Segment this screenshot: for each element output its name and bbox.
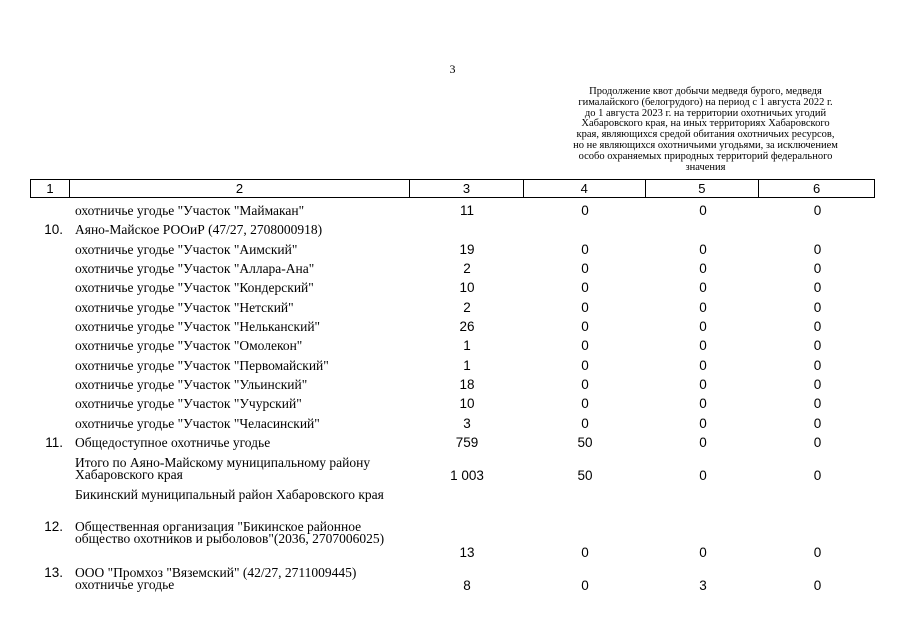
- value-col-4: 0: [581, 578, 589, 593]
- value-col-5: 3: [699, 578, 707, 593]
- value-col-5: 0: [699, 300, 707, 315]
- value-col-5: 0: [699, 435, 707, 450]
- value-col-6: 0: [813, 416, 822, 431]
- value-col-6: 0: [813, 319, 822, 334]
- header-col-1: 1: [31, 180, 70, 197]
- row-number: 10.: [44, 222, 63, 237]
- caption-line: но не являющихся охотничьими угодьями, за исключением: [573, 139, 838, 151]
- row-name: Аяно-Майское РООиР (47/27, 2708000918): [75, 222, 323, 237]
- value-col-6: 0: [813, 358, 822, 373]
- value-col-3: 1: [463, 338, 471, 353]
- row-name: охотничье угодье "Участок "Нетский": [75, 300, 294, 315]
- header-col-4: 4: [524, 180, 646, 197]
- value-col-5: 0: [699, 545, 707, 560]
- value-col-3: 18: [459, 377, 475, 392]
- row-name: охотничье угодье "Участок "Маймакан": [75, 203, 305, 218]
- value-col-5: 0: [699, 242, 707, 257]
- table-header: [30, 179, 875, 198]
- value-col-3: 1 003: [450, 468, 484, 483]
- value-col-5: 0: [699, 396, 707, 411]
- row-name: охотничье угодье "Участок "Первомайский": [75, 358, 329, 373]
- value-col-3: 10: [459, 280, 475, 295]
- value-col-4: 0: [581, 338, 589, 353]
- value-col-6: 0: [813, 396, 822, 411]
- value-col-3: 10: [459, 396, 475, 411]
- caption-line: Хабаровского края, на иных территориях Хабаровского: [581, 118, 830, 130]
- row-number: 11.: [45, 435, 63, 450]
- value-col-3: 759: [455, 435, 479, 450]
- caption-line: до 1 августа 2023 г. на территории охотничьих угодий: [584, 107, 827, 119]
- value-col-6: 0: [813, 203, 822, 218]
- row-number: 12.: [44, 519, 63, 534]
- value-col-3: 2: [463, 261, 471, 276]
- page-number: 3: [449, 62, 456, 76]
- value-col-6: 0: [813, 338, 822, 353]
- value-col-6: 0: [813, 261, 822, 276]
- row-name: охотничье угодье "Участок "Омолекон": [75, 338, 303, 353]
- value-col-5: 0: [699, 468, 707, 483]
- row-name: Бикинский муниципальный район Хабаровского края: [75, 487, 384, 502]
- value-col-5: 0: [699, 203, 707, 218]
- value-col-5: 0: [699, 319, 707, 334]
- caption-line: гималайского (белогрудого) на период с 1 августа 2022 г.: [578, 96, 833, 108]
- table-caption: [538, 87, 873, 173]
- caption-line: края, являющихся средой обитания охотничьих ресурсов,: [576, 129, 835, 141]
- value-col-4: 0: [581, 280, 589, 295]
- value-col-4: 0: [581, 203, 589, 218]
- value-col-3: 1: [463, 358, 471, 373]
- value-col-3: 2: [463, 300, 471, 315]
- value-col-5: 0: [699, 280, 707, 295]
- header-col-6: 6: [813, 181, 821, 196]
- value-col-3: 3: [463, 416, 471, 431]
- row-name: ООО "Промхоз "Вяземский" (42/27, 2711009445) охотничье угодье: [75, 565, 357, 592]
- row-name: Общедоступное охотничье угодье: [75, 435, 271, 450]
- row-name: охотничье угодье "Участок "Аллара-Ана": [75, 261, 315, 276]
- row-name: Общественная организация "Бикинское районное общество охотников и рыболовов"(2036, 2707006025): [75, 519, 385, 546]
- row-name: охотничье угодье "Участок "Кондерский": [75, 280, 314, 295]
- caption-line: значения: [685, 161, 726, 173]
- value-col-5: 0: [699, 358, 707, 373]
- value-col-3: 26: [459, 319, 475, 334]
- row-number: 13.: [44, 565, 63, 580]
- value-col-4: 50: [577, 435, 593, 450]
- value-col-6: 0: [813, 578, 822, 593]
- value-col-5: 0: [699, 377, 707, 392]
- header-col-5: 5: [646, 180, 760, 197]
- value-col-6: 0: [813, 280, 822, 295]
- value-col-3: 13: [459, 545, 475, 560]
- value-col-3: 19: [459, 242, 475, 257]
- value-col-5: 0: [699, 416, 707, 431]
- value-col-6: 0: [813, 377, 822, 392]
- value-col-4: 0: [581, 545, 589, 560]
- row-name: охотничье угодье "Участок "Ульинский": [75, 377, 308, 392]
- value-col-6: 0: [813, 468, 822, 483]
- value-col-4: 0: [581, 416, 589, 431]
- value-col-4: 0: [581, 319, 589, 334]
- value-col-3: 11: [459, 203, 474, 218]
- value-col-6: 0: [813, 242, 822, 257]
- value-col-4: 0: [581, 377, 589, 392]
- caption-line: особо охраняемых природных территорий федерального: [578, 150, 833, 162]
- row-name: охотничье угодье "Участок "Челасинский": [75, 416, 320, 431]
- row-name: охотничье угодье "Участок "Аимский": [75, 242, 298, 257]
- value-col-4: 0: [581, 261, 589, 276]
- row-name: Итого по Аяно-Майскому муниципальному району Хабаровского края: [75, 455, 371, 482]
- caption-line: Продолжение квот добычи медведя бурого, медведя: [589, 86, 822, 97]
- row-name: охотничье угодье "Участок "Нельканский": [75, 319, 321, 334]
- value-col-4: 0: [581, 358, 589, 373]
- value-col-6: 0: [813, 300, 822, 315]
- value-col-5: 0: [699, 338, 707, 353]
- value-col-3: 8: [463, 578, 471, 593]
- header-col-2: 2: [70, 180, 410, 197]
- value-col-4: 0: [581, 396, 589, 411]
- row-name: охотничье угодье "Участок "Учурский": [75, 396, 302, 411]
- value-col-6: 0: [813, 545, 822, 560]
- value-col-5: 0: [699, 261, 707, 276]
- value-col-4: 50: [577, 468, 593, 483]
- value-col-4: 0: [581, 300, 589, 315]
- value-col-6: 0: [813, 435, 822, 450]
- value-col-4: 0: [581, 242, 589, 257]
- header-col-3: 3: [410, 180, 524, 197]
